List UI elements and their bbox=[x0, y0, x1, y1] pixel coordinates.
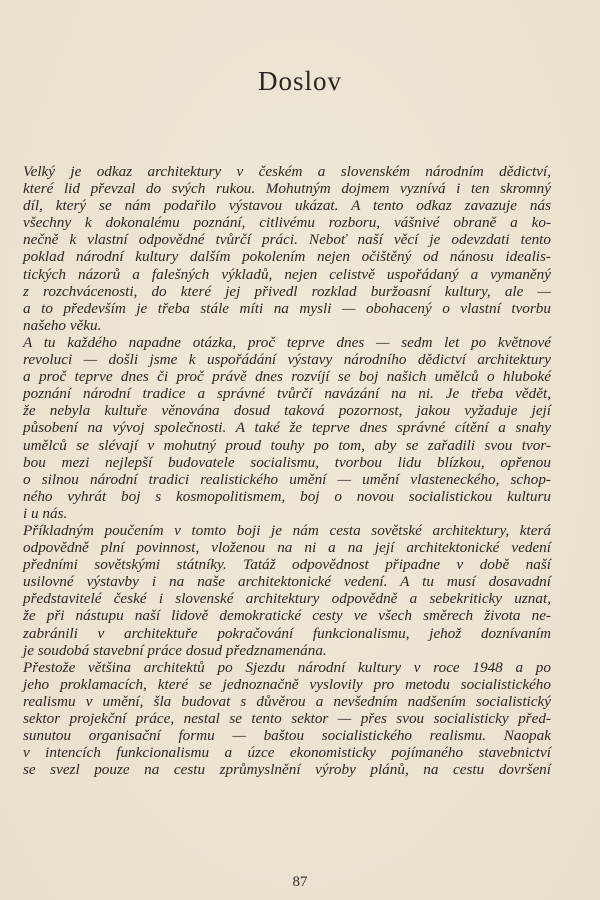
paragraph-4 bbox=[23, 659, 551, 779]
text-line: a proč teprve dnes či proč právě dnes rozvíjí se boj našich umělců o hluboké bbox=[23, 368, 551, 386]
text-line: i u nás. bbox=[23, 504, 68, 522]
text-line: jeho proklamacích, které se jednoznačně vyslovily pro metodu socialistického bbox=[23, 675, 551, 693]
text-line: bou mezi nejlepší budovatele socialismu, tvorbou lidu blízkou, opřenou bbox=[23, 453, 551, 471]
page-number: 87 bbox=[292, 874, 308, 890]
body-text bbox=[23, 163, 551, 778]
text-line: tických názorů a falešných výkladů, nejen celistvě uspořádaný a vymaněný bbox=[23, 265, 551, 283]
paragraph-3 bbox=[23, 522, 551, 659]
text-line: které lid převzal do svých rukou. Mohutným dojmem vyznívá i ten skromný bbox=[23, 180, 551, 198]
text-line: Přestože většina architektů po Sjezdu národní kultury v roce 1948 a po bbox=[23, 658, 551, 676]
text-line: díl, který se nám podařilo výstavou ukázat. A tento odkaz zavazuje nás bbox=[23, 197, 551, 215]
text-line: z rozchvácenosti, do které jej přivedl rozklad buržoasní kultury, ale — bbox=[23, 282, 551, 300]
text-line: odpovědně plní povinnost, vloženou na ni a na její architektonické vedení bbox=[23, 539, 551, 557]
text-line: našeho věku. bbox=[23, 316, 102, 334]
text-line: představitelé české i slovenské architektury odpovědně a sebekriticky uznat, bbox=[23, 590, 551, 608]
text-line: všechny k dokonalému poznání, citlivému rozboru, vášnivé obraně a ko- bbox=[23, 214, 551, 232]
text-line: sunutou organisační formu — baštou socialistického realismu. Naopak bbox=[23, 727, 551, 745]
text-line: v intencích funkcionalismu a úzce ekonomisticky pojímaného stavebnictví bbox=[23, 744, 551, 762]
text-line: nečně k vlastní odpovědné tvůrčí práci. Neboť naší věcí je odevzdati tento bbox=[23, 231, 551, 249]
text-line: usilovné výstavby i na naše architektonické vedení. A tu musí dosavadní bbox=[23, 573, 551, 591]
text-line: ného vyhrát boj s kosmopolitismem, boj o novou socialistickou kulturu bbox=[23, 487, 551, 505]
text-line: sektor projekční práce, nestal se tento sektor — přes svou socialisticky před- bbox=[23, 710, 551, 727]
text-line: poklad národní kultury dalším pokolením nejen očištěný od nánosu idealis- bbox=[23, 248, 551, 266]
text-line: umělců se slévají v mohutný proud touhy po tom, aby se zařadili svou tvor- bbox=[23, 436, 551, 454]
text-line: se svezl pouze na cestu zprůmyslnění výroby plánů, na cestu dovršení bbox=[23, 761, 551, 779]
text-line: působení na vývoj společnosti. A také že teprve dnes správné cítění a snahy bbox=[23, 419, 551, 437]
text-line: že při nástupu naší lidově demokratické cesty ve všech směrech života ne- bbox=[23, 607, 551, 625]
text-line: zabránili v architektuře pokračování funkcionalismu, jehož doznívaním bbox=[23, 624, 551, 642]
text-line: poznání národní tradice a správné tvůrčí navázání na ni. Je třeba vědět, bbox=[23, 385, 551, 403]
text-line: že nebyla kultuře věnována dosud taková pozornost, jakou vyžaduje její bbox=[23, 402, 551, 420]
text-line: předními sovětskými státníky. Tatáž odpovědnost připadne v době naší bbox=[23, 556, 551, 574]
text-line: Velký je odkaz architektury v českém a slovenském národním dědictví, bbox=[23, 163, 551, 180]
paragraph-2 bbox=[23, 334, 551, 522]
text-line: Příkladným poučením v tomto boji je nám cesta sovětské architektury, která bbox=[23, 521, 551, 539]
text-line: revoluci — došli jsme k uspořádání výstavy národního dědictví architektury bbox=[23, 351, 551, 369]
text-line: o silnou národní tradici realistického umění — umění vlasteneckého, schop- bbox=[23, 470, 551, 488]
text-line: je soudobá stavební práce dosud předznamenána. bbox=[23, 641, 327, 659]
text-line: a to především je třeba stále míti na mysli — obohacený o vlastní tvorbu bbox=[23, 299, 551, 317]
page-title: Doslov bbox=[257, 66, 342, 96]
text-line: realismu v umění, šla budovat s důvěrou a nevšedním nadšením socialistický bbox=[23, 692, 551, 710]
paragraph-1 bbox=[23, 163, 551, 334]
text-line: A tu každého napadne otázka, proč teprve dnes — sedm let po květnové bbox=[23, 333, 551, 351]
